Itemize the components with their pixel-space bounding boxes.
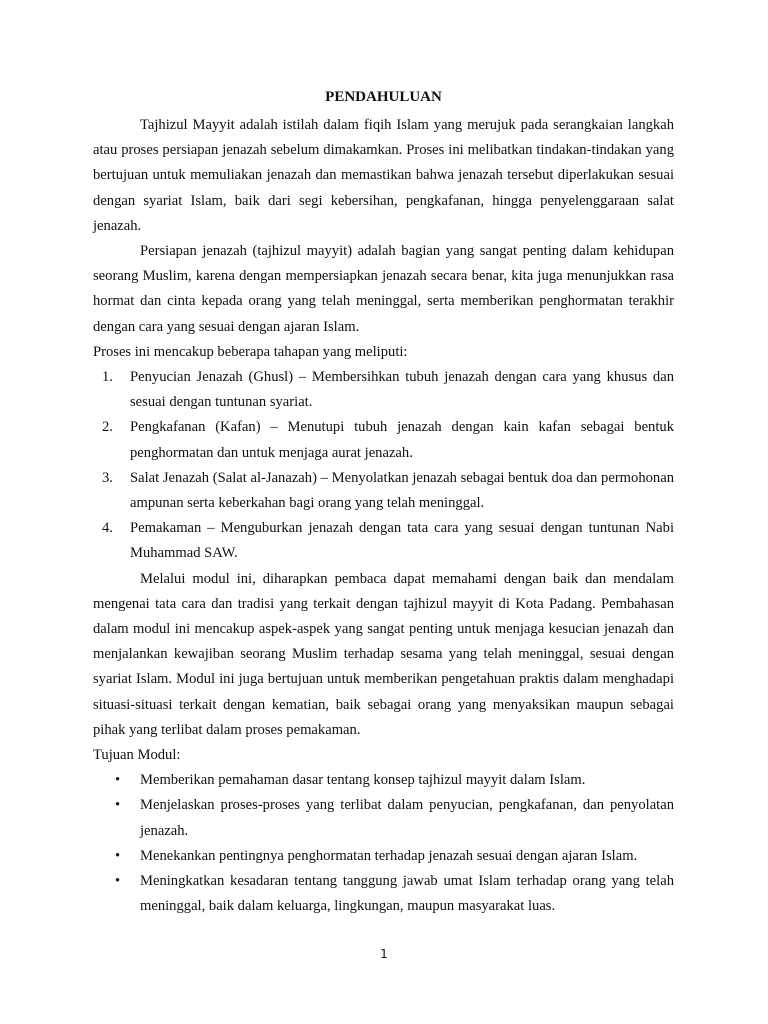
bullet-icon: • (115, 772, 121, 789)
goals-list (93, 768, 674, 919)
list-item-text: Menjelaskan proses-proses yang terlibat dalam penyucian, pengkafanan, dan penyolatan jenazah. (140, 797, 674, 839)
list-item-text: Penyucian Jenazah (Ghusl) – Membersihkan tubuh jenazah dengan cara yang khusus dan sesuai dengan tuntunan syariat. (130, 369, 674, 411)
list-item (93, 516, 674, 566)
list-item (93, 768, 674, 793)
list-item-number: 4. (102, 520, 113, 537)
list-item-text: Meningkatkan kesadaran tentang tanggung jawab umat Islam terhadap orang yang telah meninggal, baik dalam keluarga, lingkungan, maupun masyarakat luas. (140, 873, 674, 915)
bullet-icon: • (115, 873, 121, 890)
list-item (93, 466, 674, 516)
list-item-text: Pemakaman – Menguburkan jenazah dengan tata cara yang sesuai dengan tuntunan Nabi Muhammad SAW. (130, 520, 674, 562)
list-item-number: 2. (102, 419, 113, 436)
page-title: PENDAHULUAN (325, 89, 442, 105)
page-number: 1 (380, 947, 388, 961)
list-item-text: Salat Jenazah (Salat al-Janazah) – Menyolatkan jenazah sebagai bentuk doa dan permohonan ampunan serta keberkahan bagi orang yang telah meninggal. (130, 469, 674, 512)
list-item (93, 365, 674, 415)
list-item (93, 869, 674, 919)
list-item (93, 844, 674, 869)
intro-paragraph-1: Tajhizul Mayyit adalah istilah dalam fiqih Islam yang merujuk pada serangkaian langkah atau proses persiapan jenazah sebelum dimakamkan. Proses ini melibatkan tindakan-tindakan yang bertujuan untuk memuliakan jenazah dan memastikan bahwa jenazah tersebut diperlakukan sesuai dengan syariat Islam, baik dari segi kebersihan, pengkafanan, hingga penyelenggaraan salat jenazah. (93, 117, 674, 234)
module-paragraph: Melalui modul ini, diharapkan pembaca dapat memahami dengan baik dan mendalam mengenai tata cara dan tradisi yang terkait dengan tajhizul mayyit di Kota Padang. Pembahasan dalam modul ini mencakup aspek-aspek yang sangat penting untuk menjaga kesucian jenazah dan menjalankan kewajiban seorang Muslim terhadap sesama yang telah meninggal, sesuai dengan syariat Islam. Modul ini juga bertujuan untuk memberikan pengetahuan praktis dalam menghadapi situasi-situasi terkait dengan kematian, baik sebagai orang yang menyaksikan maupun sebagai pihak yang terlibat dalam proses pemakaman. (93, 570, 674, 738)
list-item-text: Memberikan pemahaman dasar tentang konsep tajhizul mayyit dalam Islam. (140, 772, 586, 789)
steps-list (93, 365, 674, 567)
bullet-icon: • (115, 847, 121, 864)
list-item-text: Menekankan pentingnya penghormatan terhadap jenazah sesuai dengan ajaran Islam. (140, 847, 638, 864)
bullet-icon: • (115, 797, 121, 814)
intro-paragraph-2: Persiapan jenazah (tajhizul mayyit) adalah bagian yang sangat penting dalam kehidupan seorang Muslim, karena dengan mempersiapkan jenazah secara benar, kita juga menunjukkan rasa hormat dan cinta kepada orang yang telah meninggal, serta memberikan penghormatan terakhir dengan cara yang sesuai dengan ajaran Islam. (93, 243, 674, 335)
goals-heading: Tujuan Modul: (93, 747, 181, 764)
list-item (93, 415, 674, 465)
list-item-number: 1. (102, 369, 113, 386)
list-item-number: 3. (102, 469, 113, 486)
list-item-text: Pengkafanan (Kafan) – Menutupi tubuh jenazah dengan kain kafan sebagai bentuk penghormatan dan untuk menjaga aurat jenazah. (130, 419, 674, 461)
list-item (93, 793, 674, 843)
steps-intro: Proses ini mencakup beberapa tahapan yang meliputi: (93, 343, 408, 360)
